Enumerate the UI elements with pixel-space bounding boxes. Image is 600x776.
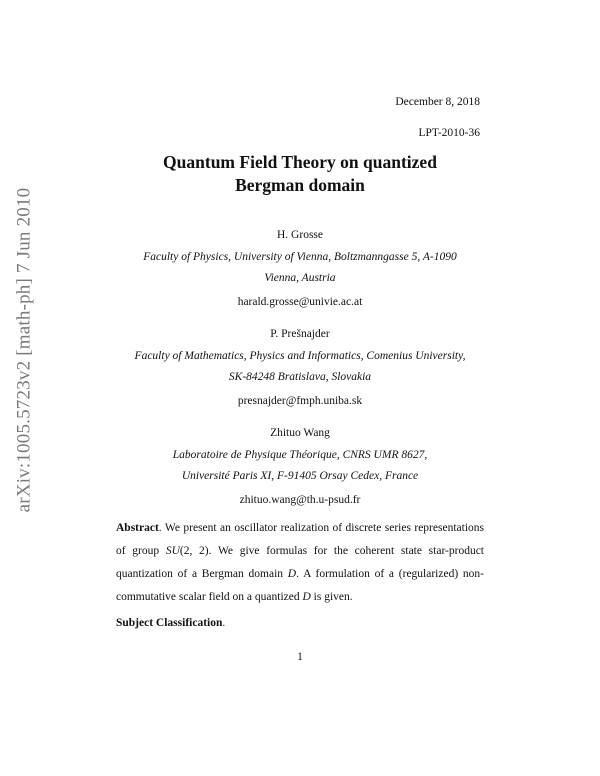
title-line-2: Bergman domain bbox=[235, 175, 365, 195]
affiliation-line: Vienna, Austria bbox=[264, 272, 336, 284]
math-symbol: D bbox=[287, 568, 297, 580]
author-email[interactable]: presnajder@fmph.uniba.sk bbox=[237, 395, 363, 407]
author-affiliation bbox=[0, 445, 600, 487]
affiliation-line: Laboratoire de Physique Théorique, CNRS UMR 8627, bbox=[172, 449, 428, 461]
abstract-text: is given. bbox=[310, 591, 353, 603]
abstract-text: . A formulation of a (regularized) non-commutative scalar field on a quantized bbox=[116, 568, 485, 603]
page-number: 1 bbox=[297, 651, 303, 663]
author-email[interactable]: harald.grosse@univie.ac.at bbox=[237, 296, 363, 308]
affiliation-line: Université Paris XI, F-91405 Orsay Cedex, France bbox=[181, 470, 419, 482]
author-name: Zhituo Wang bbox=[270, 427, 330, 439]
math-symbol: D bbox=[302, 591, 311, 603]
author-block-3 bbox=[0, 425, 600, 508]
abstract bbox=[116, 517, 484, 609]
author-affiliation bbox=[0, 346, 600, 388]
subject-classification bbox=[116, 617, 225, 629]
author-name: H. Grosse bbox=[277, 229, 323, 241]
abstract-heading: Abstract bbox=[116, 522, 159, 534]
author-name: P. Prešnajder bbox=[270, 328, 330, 340]
math-symbol: SU bbox=[165, 545, 180, 557]
author-affiliation bbox=[0, 247, 600, 289]
arxiv-stamp-text: arXiv:1005.5723v2 [math-ph] 7 Jun 2010 bbox=[13, 187, 35, 513]
title-line-1: Quantum Field Theory on quantized bbox=[163, 152, 437, 172]
author-block-2 bbox=[0, 326, 600, 409]
paper-title bbox=[0, 151, 600, 197]
author-block-1 bbox=[0, 227, 600, 310]
subject-suffix: . bbox=[222, 617, 226, 629]
author-email[interactable]: zhituo.wang@th.u-psud.fr bbox=[239, 494, 361, 506]
subject-heading: Subject Classification bbox=[116, 617, 223, 629]
affiliation-line: Faculty of Physics, University of Vienna, Boltzmanngasse 5, A-1090 bbox=[143, 251, 457, 263]
abstract-text: (2, 2). We give formulas for the coherent state star-product quantization of a Bergman domain bbox=[116, 545, 484, 580]
date: December 8, 2018 bbox=[395, 96, 480, 108]
affiliation-line: SK-84248 Bratislava, Slovakia bbox=[228, 371, 372, 383]
affiliation-line: Faculty of Mathematics, Physics and Informatics, Comenius University, bbox=[134, 350, 466, 362]
abstract-text: . We present an oscillator realization of discrete series representations of group bbox=[116, 522, 484, 557]
report-number: LPT-2010-36 bbox=[418, 127, 480, 139]
